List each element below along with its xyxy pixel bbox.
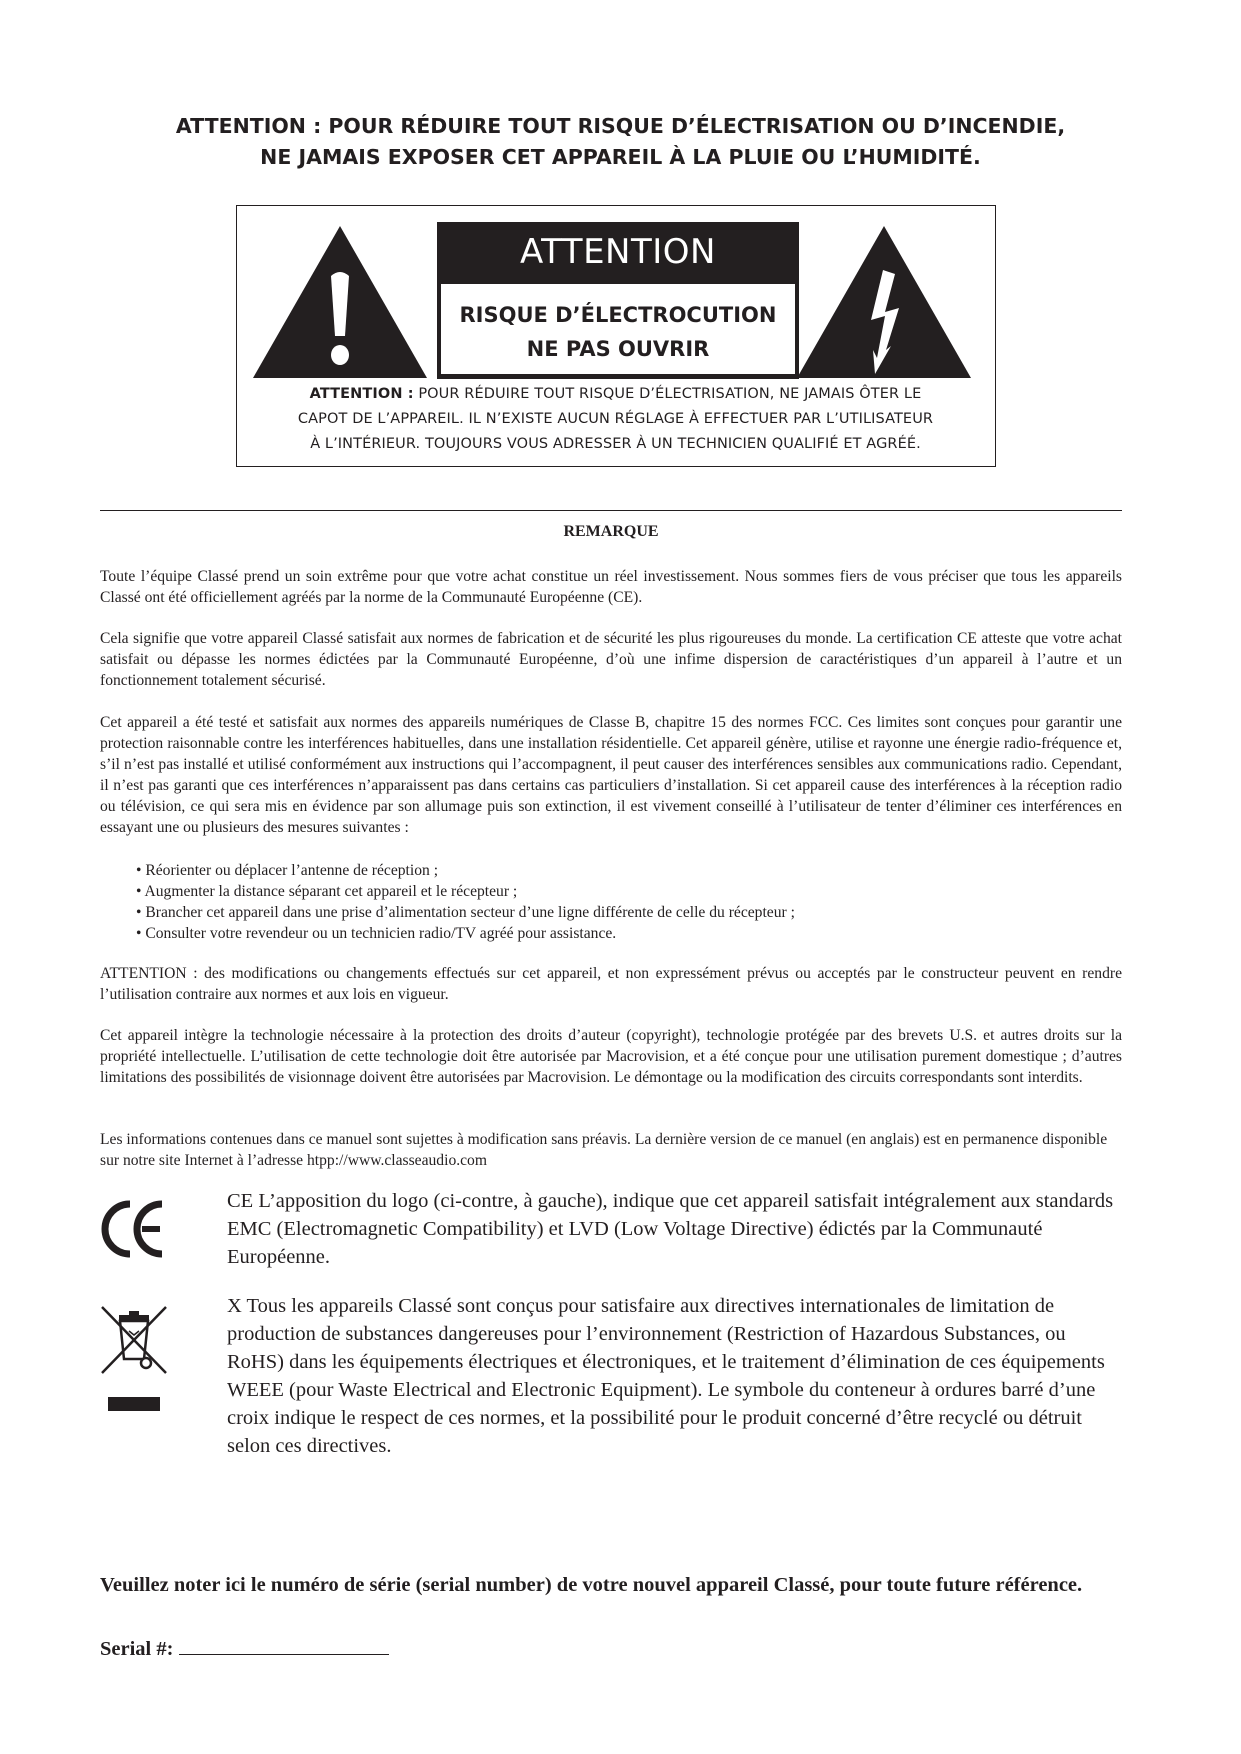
remarque-heading: REMARQUE	[563, 523, 659, 540]
ce-mark-text: CE L’apposition du logo (ci-contre, à gauche), indique que cet appareil satisfait intégralement aux standards EMC (Electromagnetic Compatibility) et LVD (Low Voltage Directive) édictés par la Communauté Européenne.	[227, 1190, 1114, 1268]
top-warning-line1: ATTENTION : POUR RÉDUIRE TOUT RISQUE D’ÉLECTRISATION OU D’INCENDIE,	[175, 114, 1066, 138]
attention-subtitle	[441, 298, 795, 366]
warning-caption-line2: CAPOT DE L’APPAREIL. IL N’EXISTE AUCUN RÉGLAGE À EFFECTUER PAR L’UTILISATEUR	[297, 411, 934, 427]
paragraph-manual-updates: Les informations contenues dans ce manuel sont sujettes à modification sans préavis. La dernière version de ce manuel (en anglais) est en permanence disponible sur notre site Internet à l’adresse htpp://www.classeaudio.com	[100, 1131, 1108, 1169]
warning-caption-lead: ATTENTION :	[309, 386, 414, 402]
paragraph-ce-intro: Toute l’équipe Classé prend un soin extrême pour que votre achat constitue un réel investissement. Nous sommes fiers de vous préciser que tous les appareils Classé ont été officiellement agréés par la norme de la Communauté Européenne (CE).	[100, 568, 1122, 606]
serial-number-field	[100, 1634, 389, 1661]
top-warning	[60, 111, 1181, 173]
list-item: • Réorienter ou déplacer l’antenne de réception ;	[136, 860, 1116, 881]
lightning-bolt-warning-icon	[795, 224, 973, 380]
fcc-measures-list	[136, 860, 1116, 944]
top-warning-line2: NE JAMAIS EXPOSER CET APPAREIL À LA PLUIE OU L’HUMIDITÉ.	[260, 145, 981, 169]
ce-mark-icon	[100, 1198, 166, 1260]
list-item: • Augmenter la distance séparant cet appareil et le récepteur ;	[136, 881, 1116, 902]
crossed-out-wheelie-bin-icon	[98, 1303, 170, 1413]
warning-caption	[237, 382, 994, 457]
paragraph-modifications: ATTENTION : des modifications ou changements effectués sur cet appareil, et non expressément prévus ou acceptés par le constructeur peuvent en rendre l’utilisation contraire aux normes et aux lois en vigueur.	[100, 965, 1122, 1003]
paragraph-ce-certification: Cela signifie que votre appareil Classé satisfait aux normes de fabrication et de sécurité les plus rigoureuses du monde. La certification CE atteste que votre achat satisfait ou dépasse les normes édictées par la Communauté Européenne, d’où une infime dispersion de caractéristiques d’un appareil à l’autre et un fonctionnement totalement sécurisé.	[100, 630, 1122, 689]
attention-subpanel	[441, 284, 795, 374]
exclamation-warning-icon	[251, 224, 429, 380]
serial-blank-line	[179, 1634, 389, 1655]
paragraph-fcc: Cet appareil a été testé et satisfait aux normes des appareils numériques de Classe B, chapitre 15 des normes FCC. Ces limites sont conçues pour garantir une protection raisonnable contre les interférences habituelles, dans une installation résidentielle. Cet appareil génère, utilise et rayonne une énergie radio-fréquence et, s’il n’est pas installé et utilisé conformément aux instructions qui l’accompagnent, il peut causer des interférences sensibles aux communications radio. Cependant, il n’est pas garanti que ces interférences n’apparaissent pas dans certains cas particuliers d’installation. Si cet appareil cause des interférences à la réception radio ou télévision, ce qui sera mis en évidence par son allumage puis son extinction, il est vivement conseillé à l’utilisateur de tenter d’éliminer ces interférences en essayant une ou plusieurs des mesures suivantes :	[100, 714, 1122, 836]
paragraph-macrovision: Cet appareil intègre la technologie nécessaire à la protection des droits d’auteur (copyright), technologie protégée par des brevets U.S. et autres droits sur la propriété intellectuelle. L’utilisation de cette technologie doit être autorisée par Macrovision, et a été conçue pour une utilisation purement domestique ; d’autres limitations des possibilités de visionnage doivent être autorisées par Macrovision. Le démontage ou la modification des circuits correspondants sont interdits.	[100, 1027, 1122, 1086]
list-item: • Consulter votre revendeur ou un technicien radio/TV agréé pour assistance.	[136, 923, 1116, 944]
attention-title: ATTENTION	[520, 232, 716, 272]
warning-caption-line1-text: POUR RÉDUIRE TOUT RISQUE D’ÉLECTRISATION, NE JAMAIS ÔTER LE	[413, 386, 922, 402]
warning-caption-line3: À L’INTÉRIEUR. TOUJOURS VOUS ADRESSER À UN TECHNICIEN QUALIFIÉ ET AGRÉÉ.	[310, 436, 921, 452]
attention-subtitle-line1: RISQUE D’ÉLECTROCUTION	[459, 303, 777, 327]
serial-label: Serial #:	[100, 1638, 174, 1660]
list-item: • Brancher cet appareil dans une prise d’alimentation secteur d’une ligne différente de celle du récepteur ;	[136, 902, 1116, 923]
section-divider	[100, 510, 1122, 511]
weee-text: X Tous les appareils Classé sont conçus pour satisfaire aux directives internationales de limitation de production de substances dangereuses pour l’environnement (Restriction of Hazardous Substances, ou RoHS) dans les équipements électriques et électroniques, et le traitement d’élimination de ces équipements WEEE (pour Waste Electrical and Electronic Equipment). Le symbole du conteneur à ordures barré d’une croix indique le respect de ces normes, et la possibilité pour le produit concerné d’être recyclé ou détruit selon ces directives.	[227, 1295, 1105, 1457]
attention-panel	[437, 222, 799, 379]
warning-caption-line1	[237, 382, 994, 407]
attention-subtitle-line2: NE PAS OUVRIR	[526, 337, 710, 361]
warning-box	[236, 205, 996, 467]
serial-note: Veuillez noter ici le numéro de série (serial number) de votre nouvel appareil Classé, pour toute future référence.	[100, 1574, 1083, 1596]
